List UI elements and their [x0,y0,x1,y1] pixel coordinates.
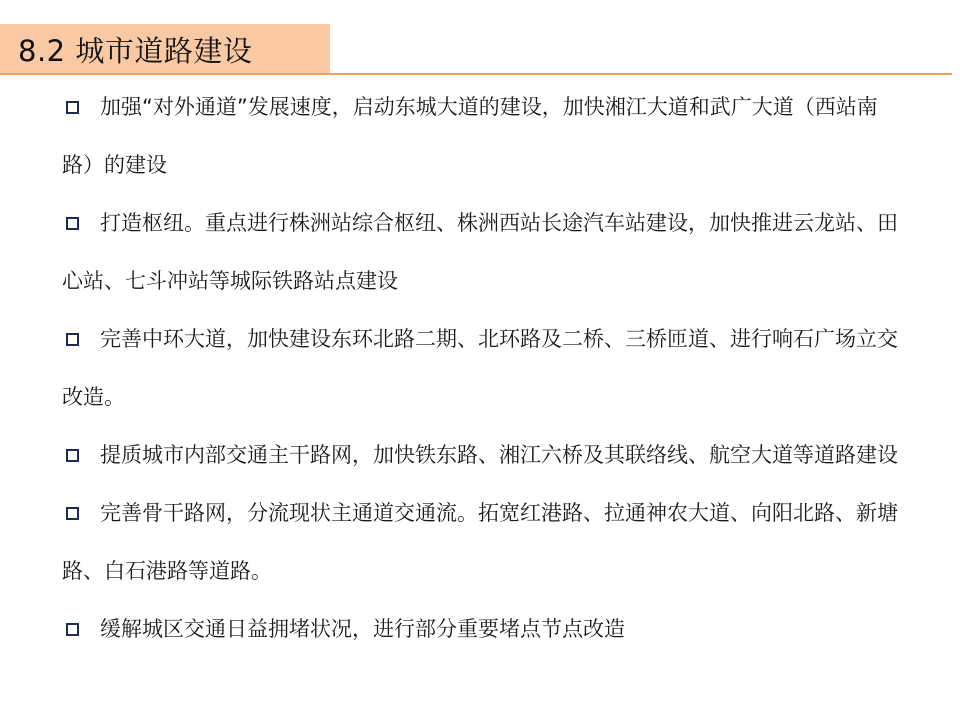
bullet-text: 完善中环大道，加快建设东环北路二期、北环路及二桥、三桥匝道、进行响石广场立交改造。 [62,327,898,409]
bullet-item [62,484,902,600]
square-bullet-icon [66,101,79,114]
bullet-item [62,78,902,194]
title-underline [0,73,952,75]
square-bullet-icon [66,333,79,346]
bullet-list [62,78,902,658]
bullet-text: 加强“对外通道”发展速度，启动东城大道的建设，加快湘江大道和武广大道（西站南路）的建设 [62,95,878,177]
bullet-item [62,310,902,426]
bullet-text: 完善骨干路网，分流现状主通道交通流。拓宽红港路、拉通神农大道、向阳北路、新塘路、白石港路等道路。 [62,501,898,583]
title-band [0,24,330,74]
bullet-item [62,426,902,484]
bullet-text: 提质城市内部交通主干路网，加快铁东路、湘江六桥及其联络线、航空大道等道路建设 [100,443,898,467]
bullet-text: 打造枢纽。重点进行株洲站综合枢纽、株洲西站长途汽车站建设，加快推进云龙站、田心站、七斗冲站等城际铁路站点建设 [62,211,898,293]
bullet-item [62,600,902,658]
bullet-text: 缓解城区交通日益拥堵状况，进行部分重要堵点节点改造 [100,617,625,641]
slide-title: 8.2 城市道路建设 [18,33,253,68]
square-bullet-icon [66,623,79,636]
square-bullet-icon [66,507,79,520]
bullet-item [62,194,902,310]
square-bullet-icon [66,217,79,230]
square-bullet-icon [66,449,79,462]
